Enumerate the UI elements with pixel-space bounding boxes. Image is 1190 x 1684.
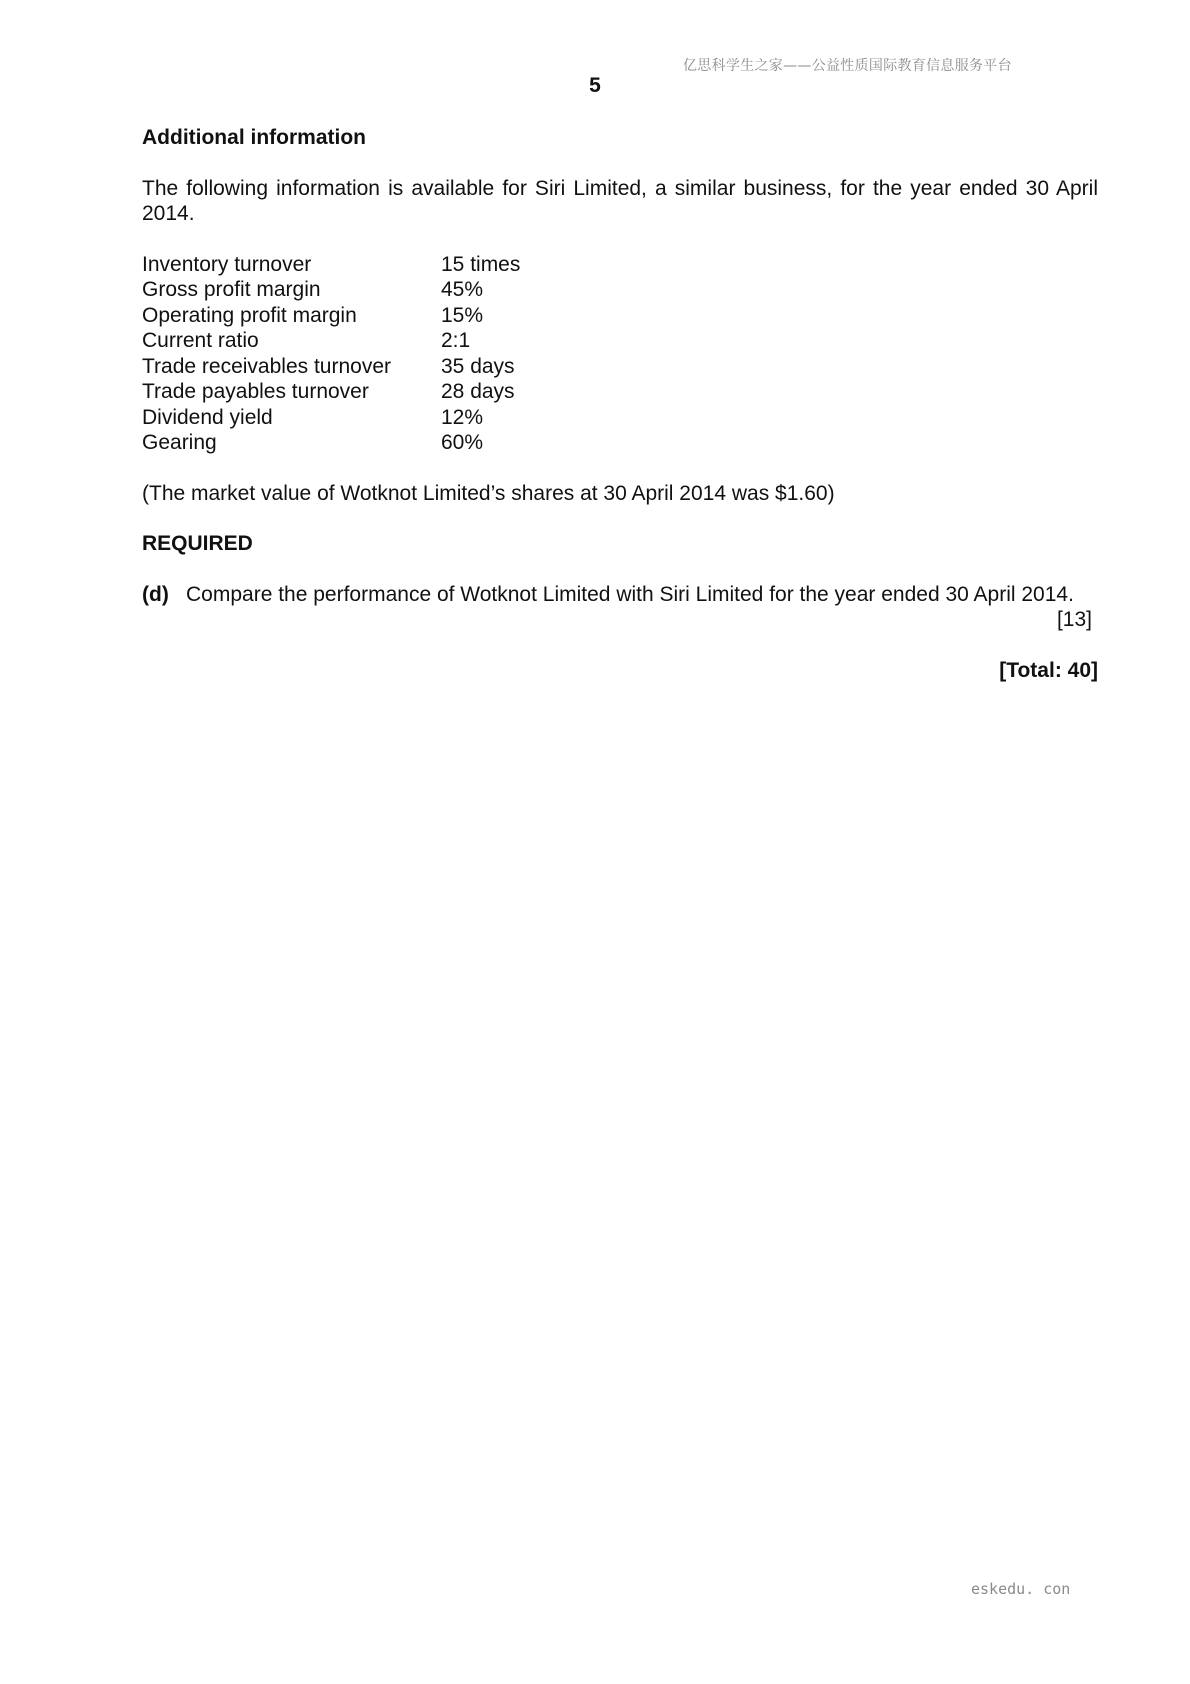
ratio-row <box>142 430 520 456</box>
ratio-value: 28 days <box>441 380 515 403</box>
ratio-label: Current ratio <box>142 329 259 352</box>
ratio-row <box>142 354 520 380</box>
ratio-value: 60% <box>441 431 484 454</box>
ratio-value: 12% <box>441 405 484 429</box>
ratio-label: Trade payables turnover <box>142 380 369 403</box>
ratio-row <box>142 252 520 278</box>
question-text: Compare the performance of Wotknot Limited with Siri Limited for the year ended 30 April 2014. <box>186 582 1074 606</box>
ratio-value: 2:1 <box>441 329 471 352</box>
ratio-label: Dividend yield <box>142 405 273 429</box>
ratio-label: Inventory turnover <box>142 252 312 276</box>
ratio-row <box>142 328 520 354</box>
question-marks: [13] <box>1056 608 1092 631</box>
ratios-table <box>142 252 520 456</box>
page-number: 5 <box>589 74 601 97</box>
ratio-value: 15 times <box>441 252 521 276</box>
question-label: (d) <box>142 582 169 606</box>
ratio-value: 15% <box>441 303 484 327</box>
required-heading: REQUIRED <box>142 532 253 555</box>
ratio-value: 45% <box>441 278 484 301</box>
market-value-note: (The market value of Wotknot Limited’s shares at 30 April 2014 was $1.60) <box>142 481 835 505</box>
ratio-row <box>142 303 520 329</box>
ratio-value: 35 days <box>441 354 515 378</box>
watermark-header: 亿思科学生之家——公益性质国际教育信息服务平台 <box>683 58 1012 74</box>
ratio-row <box>142 277 520 303</box>
ratio-label: Gross profit margin <box>142 278 321 301</box>
ratio-row <box>142 405 520 431</box>
ratio-label: Gearing <box>142 431 217 454</box>
ratio-label: Operating profit margin <box>142 303 357 327</box>
page-content <box>142 125 1098 683</box>
section-heading: Additional information <box>142 126 366 149</box>
intro-paragraph: The following information is available for Siri Limited, a similar business, for the year ended 30 April 2014. <box>142 176 1098 225</box>
watermark-footer: eskedu. con <box>971 1580 1071 1598</box>
total-marks: [Total: 40] <box>999 658 1098 682</box>
question-d <box>142 582 1098 608</box>
ratio-row <box>142 379 520 405</box>
ratio-label: Trade receivables turnover <box>142 354 392 378</box>
